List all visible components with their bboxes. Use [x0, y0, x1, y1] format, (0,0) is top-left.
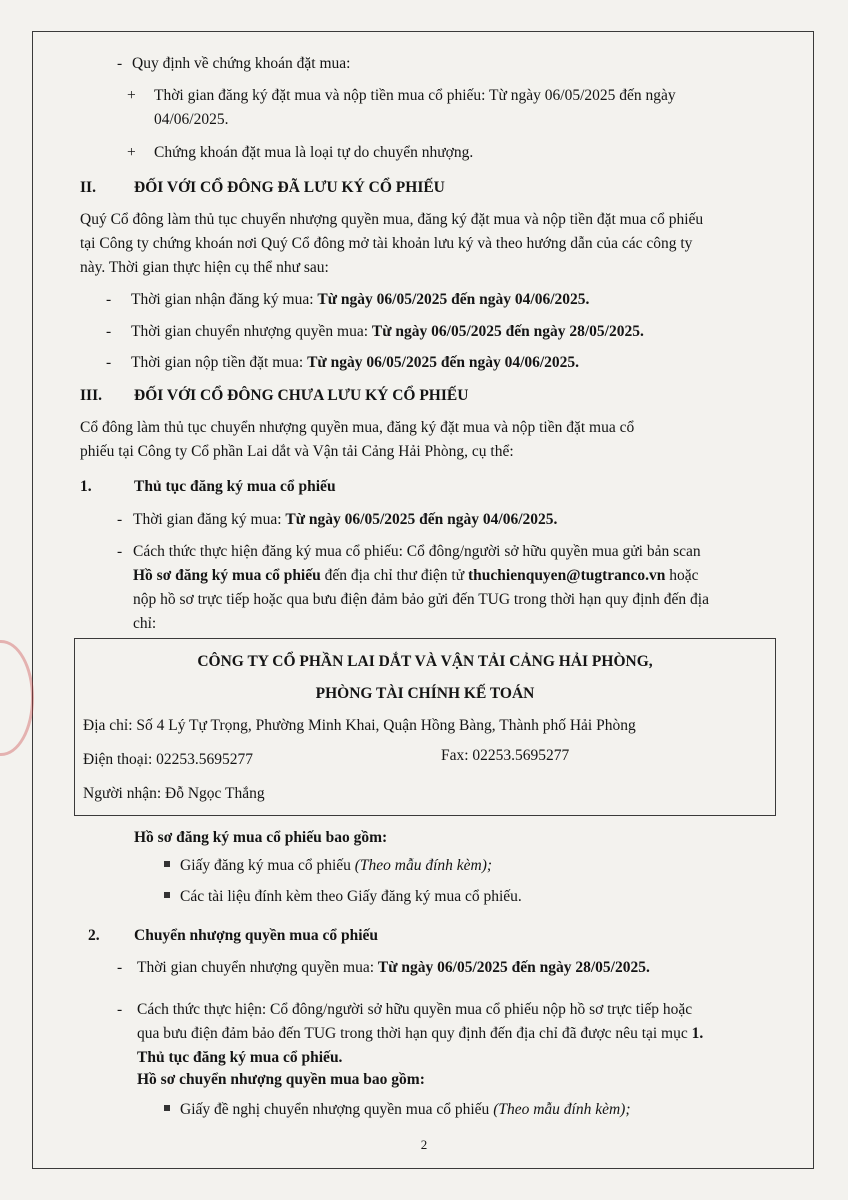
square-bullet-icon [164, 861, 170, 867]
registration-time: Thời gian đăng ký mua: Từ ngày 06/05/2025 đến ngày 04/06/2025. [133, 511, 558, 528]
method-line: Cách thức thực hiện đăng ký mua cổ phiếu: Cổ đông/người sở hữu quyền mua gửi bản scan [133, 543, 701, 560]
red-stamp-fragment [0, 640, 34, 756]
method-line: Hồ sơ đăng ký mua cổ phiếu đến địa chỉ thư điện tử thuchienquyen@tugtranco.vn hoặc [133, 567, 699, 584]
dash-bullet: - [117, 1001, 123, 1018]
transfer-time: Thời gian chuyển nhượng quyền mua: Từ ngày 06/05/2025 đến ngày 28/05/2025. [137, 959, 650, 976]
section-heading-undeposited: ĐỐI VỚI CỔ ĐÔNG CHƯA LƯU KÝ CỔ PHIẾU [134, 387, 469, 404]
company-fax: Fax: 02253.5695277 [441, 747, 570, 764]
subscription-period-end: 04/06/2025. [154, 111, 229, 128]
dash-bullet: - [106, 291, 112, 308]
transfer-period: Thời gian chuyển nhượng quyền mua: Từ ngày 06/05/2025 đến ngày 28/05/2025. [131, 323, 644, 340]
section-heading-deposited: ĐỐI VỚI CỔ ĐÔNG ĐÃ LƯU KÝ CỔ PHIẾU [134, 179, 445, 196]
dash-bullet: - [117, 543, 123, 560]
company-address: Địa chỉ: Số 4 Lý Tự Trọng, Phường Minh Khai, Quận Hồng Bàng, Thành phố Hải Phòng [83, 717, 636, 734]
dossier-heading: Hồ sơ đăng ký mua cổ phiếu bao gồm: [134, 829, 388, 846]
address-box [74, 638, 776, 816]
transfer-method-line: Cách thức thực hiện: Cổ đông/người sở hữu quyền mua cổ phiếu nộp hồ sơ trực tiếp hoặc [137, 1001, 693, 1018]
dossier-heading: Hồ sơ chuyển nhượng quyền mua bao gồm: [137, 1071, 425, 1088]
paragraph-line: Quý Cổ đông làm thủ tục chuyển nhượng quyền mua, đăng ký đặt mua và nộp tiền đặt mua cổ phiếu [80, 211, 704, 228]
subsection-heading: Thủ tục đăng ký mua cổ phiếu [134, 478, 336, 495]
section-number: II. [80, 179, 96, 196]
dash-bullet: - [117, 55, 123, 72]
dash-bullet: - [106, 354, 112, 371]
paragraph-line: tại Công ty chứng khoán nơi Quý Cổ đông mở tài khoản lưu ký và theo hướng dẫn của các công ty [80, 235, 693, 252]
company-name: CÔNG TY CỔ PHẦN LAI DẮT VÀ VẬN TẢI CẢNG HẢI PHÒNG, [197, 653, 653, 670]
company-phone: Điện thoại: 02253.5695277 [83, 751, 254, 768]
subscription-period: Thời gian đăng ký đặt mua và nộp tiền mua cổ phiếu: Từ ngày 06/05/2025 đến ngày [154, 87, 676, 104]
recipient: Người nhận: Đỗ Ngọc Thắng [83, 785, 265, 802]
paragraph-line: phiếu tại Công ty Cổ phần Lai dắt và Vận tải Cảng Hải Phòng, cụ thể: [80, 443, 514, 460]
square-bullet-icon [164, 892, 170, 898]
paragraph-line: Cổ đông làm thủ tục chuyển nhượng quyền mua, đăng ký đặt mua và nộp tiền đặt mua cổ [80, 419, 635, 436]
method-line: nộp hồ sơ trực tiếp hoặc qua bưu điện đảm bảo gửi đến TUG trong thời hạn quy định đến địa [133, 591, 709, 608]
page-number: 2 [420, 1137, 428, 1152]
transfer-method-line: qua bưu điện đảm bảo đến TUG trong thời hạn quy định đến địa chỉ đã được nêu tại mục 1. [137, 1025, 704, 1042]
payment-period: Thời gian nộp tiền đặt mua: Từ ngày 06/05/2025 đến ngày 04/06/2025. [131, 354, 580, 371]
plus-bullet: + [127, 87, 136, 104]
transfer-method-line: Thủ tục đăng ký mua cổ phiếu. [137, 1049, 343, 1066]
section-number: III. [80, 387, 102, 404]
dash-bullet: - [117, 511, 123, 528]
securities-regulation: Quy định về chứng khoán đặt mua: [132, 55, 351, 72]
plus-bullet: + [127, 144, 136, 161]
free-transfer-note: Chứng khoán đặt mua là loại tự do chuyển nhượng. [154, 144, 474, 161]
dossier-item: Các tài liệu đính kèm theo Giấy đăng ký mua cổ phiếu. [164, 887, 522, 907]
method-line: chỉ: [133, 615, 157, 632]
department-name: PHÒNG TÀI CHÍNH KẾ TOÁN [315, 685, 535, 702]
dossier-item: Giấy đăng ký mua cổ phiếu (Theo mẫu đính kèm); [164, 856, 492, 876]
paragraph-line: này. Thời gian thực hiện cụ thể như sau: [80, 259, 329, 276]
dash-bullet: - [106, 323, 112, 340]
subsection-heading: Chuyển nhượng quyền mua cổ phiếu [134, 927, 379, 944]
subsection-number: 2. [88, 927, 100, 944]
registration-period: Thời gian nhận đăng ký mua: Từ ngày 06/05/2025 đến ngày 04/06/2025. [131, 291, 590, 308]
dossier-item: Giấy đề nghị chuyển nhượng quyền mua cổ phiếu (Theo mẫu đính kèm); [164, 1100, 631, 1120]
subsection-number: 1. [80, 478, 92, 495]
dash-bullet: - [117, 959, 123, 976]
square-bullet-icon [164, 1105, 170, 1111]
